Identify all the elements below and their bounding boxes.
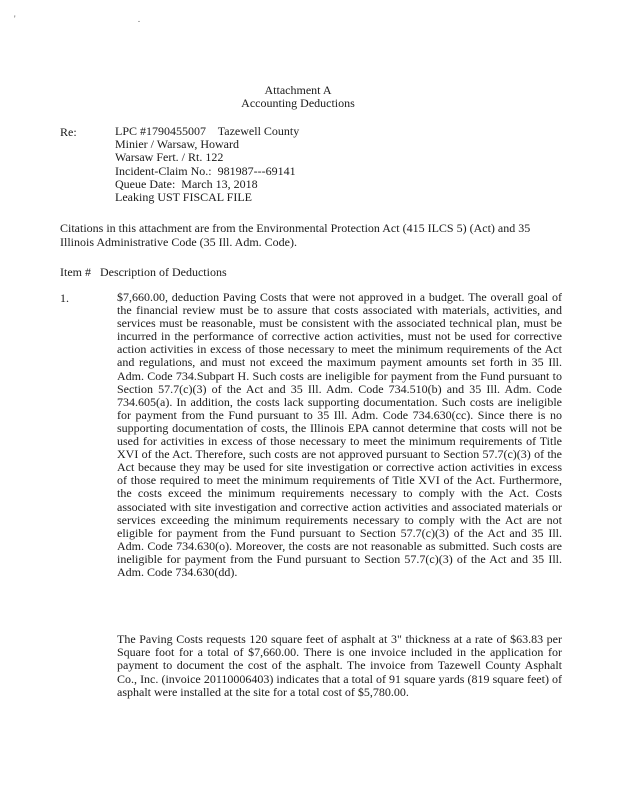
citation-paragraph: Citations in this attachment are from the Environmental Protection Act (415 ILCS 5) (Act) and 35 Illinois Administrative Code (35 Ill. Adm. Code). bbox=[60, 221, 531, 249]
item-number: 1. bbox=[60, 291, 69, 305]
paving-costs-paragraph: The Paving Costs requests 120 square feet of asphalt at 3" thickness at a rate of $63.83 per Square foot for a total of $7,660.00. There is one invoice included in the application for payment to document the cost of the asphalt. The invoice from Tazewell County Asphalt Co., Inc. (invoice 20110006403) indicates that a total of 91 square yards (819 square feet) of asphalt were installed at the site for a total cost of $5,780.00. bbox=[117, 632, 562, 699]
title-subject: Accounting Deductions bbox=[241, 96, 355, 110]
deduction-paragraph: $7,660.00, deduction Paving Costs that were not approved in a budget. The overall goal of the financial review must be to assure that costs associated with materials, activities, and services must be reasonable, must be consistent with the associated technical plan, must be incurred in the performance of corrective action activities, must not be used for corrective action activities in excess of those necessary to meet the minimum requirements of the Act and regulations, and must not exceed the maximum payment amounts set forth in 35 Ill. Adm. Code 734.Subpart H. Such costs are ineligible for payment from the Fund pursuant to Section 57.7(c)(3) of the Act and 35 Ill. Adm. Code 734.510(b) and 35 Ill. Adm. Code 734.605(a). In addition, the costs lack supporting documentation. Such costs are ineligible for payment from the Fund pursuant to 35 Ill. Adm. Code 734.630(cc). Since there is no supporting documentation of costs, the Illinois EPA cannot determine that costs will not be used for activities in excess of those necessary to meet the minimum requirements of Title XVI of the Act. Therefore, such costs are not approved pursuant to Section 57.7(c)(3) of the Act because they may be used for site investigation or corrective action activities in excess of those required to meet the minimum requirements of Title XVI of the Act. Furthermore, the costs exceed the minimum requirements necessary to comply with the Act. Costs associated with site investigation and corrective action activities and associated materials or services exceeding the minimum requirements necessary to comply with the Act are not eligible for payment from the Fund pursuant to Section 57.7(c)(3) of the Act and 35 Ill. Adm. Code 734.630(o). Moreover, the costs are not reasonable as submitted. Such costs are ineligible for payment from the Fund pursuant to Section 57.7(c)(3) of the Act and 35 Ill. Adm. Code 734.630(dd). bbox=[117, 290, 562, 579]
scan-specks: ' . bbox=[14, 14, 201, 24]
item-column-header: Item # Description of Deductions bbox=[60, 265, 227, 279]
re-address-line: Warsaw Fert. / Rt. 122 bbox=[115, 150, 224, 165]
re-queue-date-line: Queue Date: March 13, 2018 bbox=[115, 176, 258, 191]
title-attachment: Attachment A bbox=[264, 83, 332, 97]
re-site-line: Minier / Warsaw, Howard bbox=[115, 137, 240, 152]
re-incident-line: Incident-Claim No.: 981987---69141 bbox=[115, 163, 296, 178]
re-label: Re: bbox=[60, 125, 77, 139]
document-title bbox=[0, 84, 596, 110]
re-block bbox=[115, 125, 299, 204]
re-file-line: Leaking UST FISCAL FILE bbox=[115, 190, 252, 205]
re-lpc-line: LPC #1790455007 Tazewell County bbox=[115, 124, 300, 138]
